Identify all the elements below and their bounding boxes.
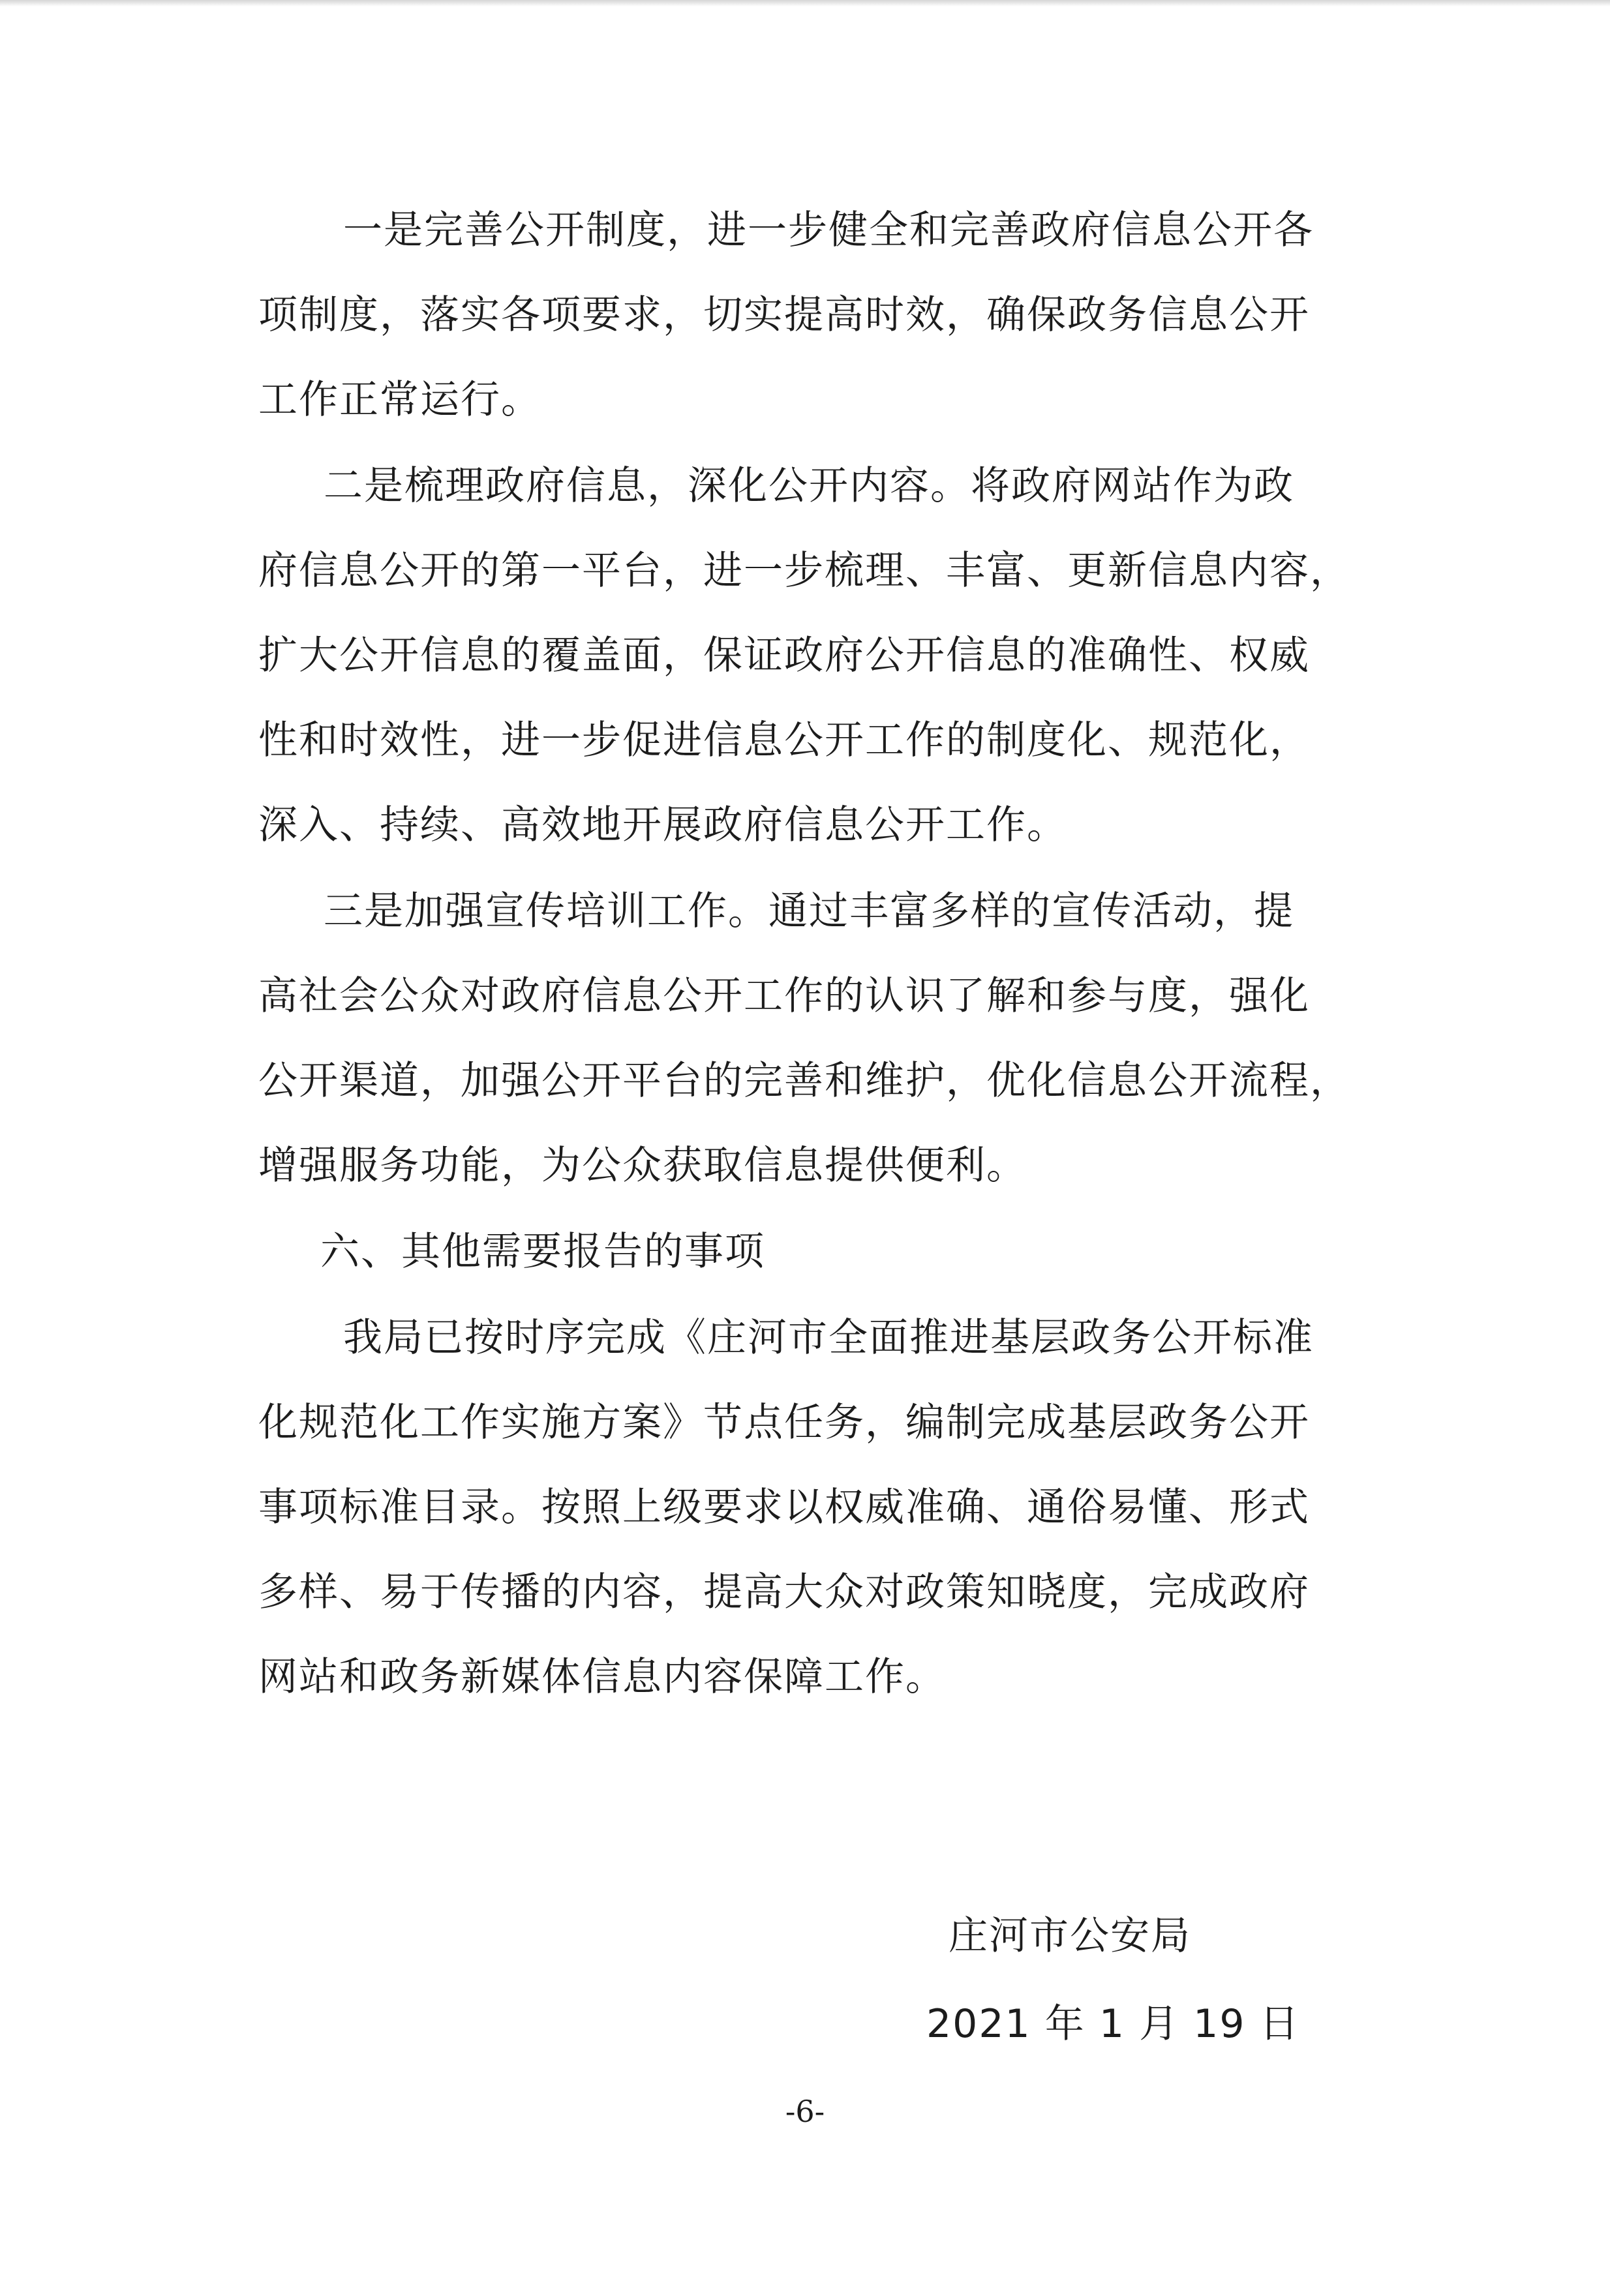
paragraph-line: 二是梳理政府信息，深化公开内容。将政府网站作为政 [324, 463, 1294, 509]
paragraph-line: 工作正常运行。 [258, 377, 541, 423]
issuer-signature: 庄河市公安局 [949, 1913, 1191, 1959]
paragraph-line: 扩大公开信息的覆盖面，保证政府公开信息的准确性、权威 [258, 633, 1310, 678]
paragraph-line: 性和时效性，进一步促进信息公开工作的制度化、规范化， [258, 718, 1310, 763]
paragraph-line: 三是加强宣传培训工作。通过丰富多样的宣传活动，提 [324, 888, 1294, 934]
section-heading: 六、其他需要报告的事项 [320, 1229, 765, 1275]
issue-date: 2021 年 1 月 19 日 [926, 2001, 1300, 2047]
paragraph-line: 深入、持续、高效地开展政府信息公开工作。 [258, 802, 1067, 848]
scan-top-edge [0, 0, 1610, 7]
paragraph-line: 公开渠道，加强公开平台的完善和维护，优化信息公开流程， [258, 1058, 1350, 1104]
page-number: -6- [785, 2094, 825, 2129]
paragraph-line: 我局已按时序完成《庄河市全面推进基层政务公开标准 [343, 1315, 1314, 1361]
paragraph-line: 网站和政务新媒体信息内容保障工作。 [258, 1654, 946, 1700]
paragraph-line: 一是完善公开制度，进一步健全和完善政府信息公开各 [343, 207, 1314, 253]
paragraph-line: 高社会公众对政府信息公开工作的认识了解和参与度，强化 [258, 973, 1310, 1019]
paragraph-line: 多样、易于传播的内容，提高大众对政策知晓度，完成政府 [258, 1569, 1310, 1615]
paragraph-line: 项制度，落实各项要求，切实提高时效，确保政务信息公开 [258, 292, 1310, 338]
paragraph-line: 府信息公开的第一平台，进一步梳理、丰富、更新信息内容， [258, 548, 1350, 594]
paragraph-line: 增强服务功能，为公众获取信息提供便利。 [258, 1143, 1027, 1188]
paragraph-line: 事项标准目录。按照上级要求以权威准确、通俗易懂、形式 [258, 1485, 1310, 1530]
paragraph-line: 化规范化工作实施方案》节点任务，编制完成基层政务公开 [258, 1400, 1310, 1445]
